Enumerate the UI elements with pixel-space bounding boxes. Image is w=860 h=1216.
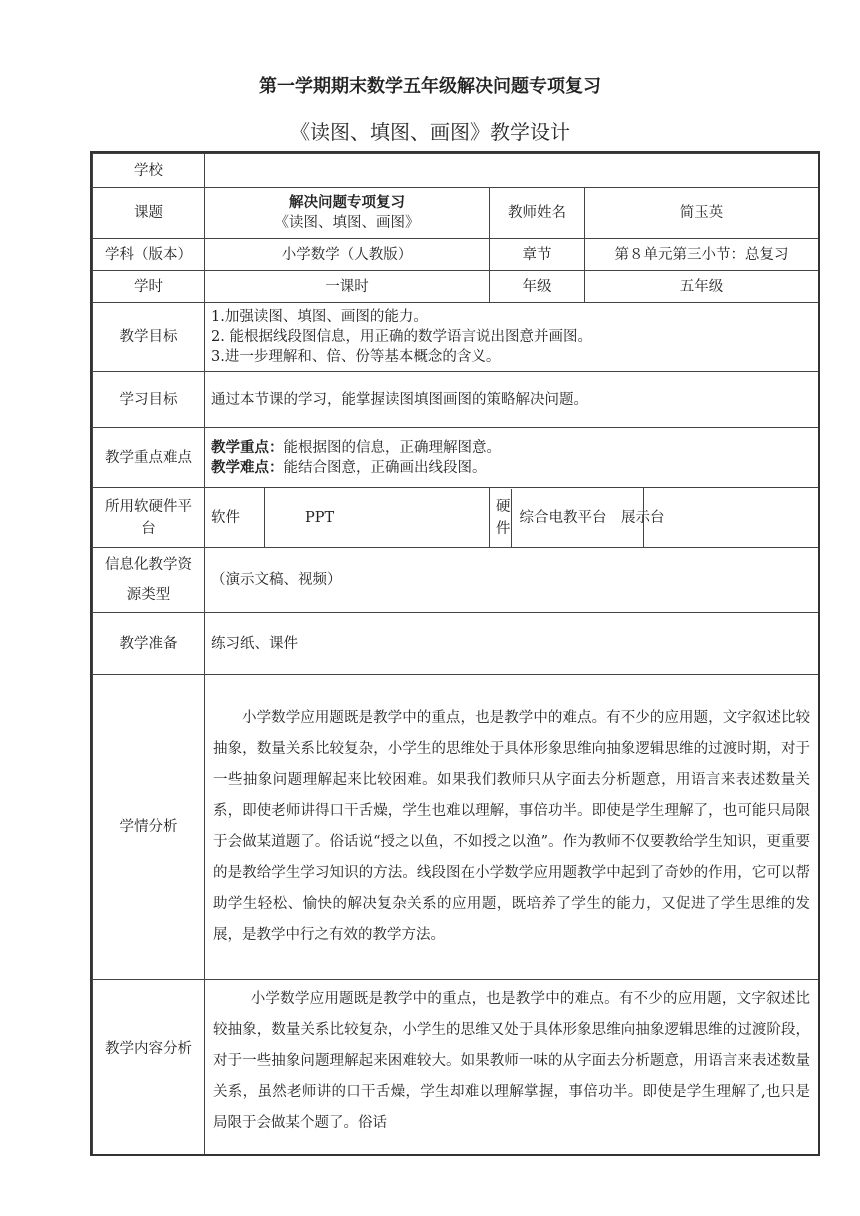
lesson-plan-table-frame bbox=[90, 151, 820, 1156]
teacher-value: 简玉英 bbox=[585, 188, 819, 239]
row-prep bbox=[93, 613, 819, 675]
analysis-text: 小学数学应用题既是教学中的重点，也是教学中的难点。有不少的应用题，文字叙述比较抽象，数量关系比较复杂，小学生的思维处于具体形象思维向抽象逻辑思维的过渡时期，对于一些抽象问题理解起来比较困难。如果我们教师只从字面去分析题意，用语言来表述数量关系，即使老师讲得口干舌燥，学生也难以理解，事倍功半。即使是学生理解了，也可能只局限于会做某道题了。俗话说“授之以鱼，不如授之以渔”。作为教师不仅要教给学生知识，更重要的是教给学生学习知识的方法。线段图在小学数学应用题教学中起到了奇妙的作用，它可以帮助学生轻松、愉快的解决复杂关系的应用题，既培养了学生的能力，又促进了学生思维的发展，是教学中行之有效的教学方法。 bbox=[205, 675, 819, 980]
goals-label: 教学目标 bbox=[93, 303, 205, 372]
teacher-label: 教师姓名 bbox=[490, 188, 585, 239]
row-info bbox=[93, 548, 819, 613]
prep-value: 练习纸、课件 bbox=[205, 613, 819, 675]
software-label: 软件 bbox=[205, 488, 265, 548]
key-text: 能根据图的信息，正确理解图意。 bbox=[283, 439, 501, 456]
topic-line1: 解决问题专项复习 bbox=[289, 195, 405, 211]
chapter-value: 第８单元第三小节：总复习 bbox=[585, 239, 819, 271]
content-text: 小学数学应用题既是教学中的重点，也是教学中的难点。有不少的应用题，文字叙述比较抽象，数量关系比较复杂，小学生的思维又处于具体形象思维向抽象逻辑思维的过渡阶段，对于一些抽象问题理解起来困难较大。如果教师一味的从字面去分析题意，用语言来表述数量关系，虽然老师讲的口干舌燥，学生却难以理解掌握，事倍功半。即使是学生理解了,也只是局限于会做某个题了。俗话 bbox=[205, 980, 819, 1157]
subject-value: 小学数学（人教版） bbox=[205, 239, 490, 271]
row-learn bbox=[93, 372, 819, 428]
row-period bbox=[93, 271, 819, 303]
row-key bbox=[93, 428, 819, 488]
lesson-plan-table bbox=[92, 153, 819, 1156]
key-value bbox=[205, 428, 819, 488]
diff-title: 教学难点： bbox=[211, 459, 284, 476]
row-subject bbox=[93, 239, 819, 271]
school-label: 学校 bbox=[93, 154, 205, 188]
goal-item: 3.进一步理解和、倍、份等基本概念的含义。 bbox=[211, 349, 501, 365]
hardware-value: 综合电教平台 展示台 bbox=[519, 509, 665, 526]
period-value: 一课时 bbox=[205, 271, 490, 303]
key-label: 教学重点难点 bbox=[93, 428, 205, 488]
grade-label: 年级 bbox=[490, 271, 585, 303]
row-goals bbox=[93, 303, 819, 372]
prep-label: 教学准备 bbox=[93, 613, 205, 675]
grade-value: 五年级 bbox=[585, 271, 819, 303]
topic-label: 课题 bbox=[93, 188, 205, 239]
learn-label: 学习目标 bbox=[93, 372, 205, 428]
row-school bbox=[93, 154, 819, 188]
row-topic bbox=[93, 188, 819, 239]
content-label: 教学内容分析 bbox=[93, 980, 205, 1157]
topic-value bbox=[205, 188, 490, 239]
soft-label: 所用软硬件平台 bbox=[93, 488, 205, 548]
document-subtitle: 《读图、填图、画图》教学设计 bbox=[290, 120, 570, 144]
row-software bbox=[93, 488, 819, 548]
topic-line2: 《读图、填图、画图》 bbox=[274, 215, 420, 231]
info-value: （演示文稿、视频） bbox=[205, 548, 819, 613]
chapter-label: 章节 bbox=[490, 239, 585, 271]
row-analysis bbox=[93, 675, 819, 980]
period-label: 学时 bbox=[93, 271, 205, 303]
learn-value: 通过本节课的学习，能掌握读图填图画图的策略解决问题。 bbox=[205, 372, 819, 428]
subject-label: 学科（版本） bbox=[93, 239, 205, 271]
key-title: 教学重点： bbox=[211, 439, 284, 456]
software-value: PPT bbox=[265, 488, 490, 548]
hardware-label: 硬件 bbox=[490, 489, 512, 547]
goal-item: 1.加强读图、填图、画图的能力。 bbox=[211, 309, 428, 325]
school-value bbox=[205, 154, 819, 188]
info-label: 信息化教学资源类型 bbox=[93, 548, 205, 613]
goal-item: 2. 能根据线段图信息，用正确的数学语言说出图意并画图。 bbox=[211, 329, 592, 345]
row-content bbox=[93, 980, 819, 1157]
diff-text: 能结合图意，正确画出线段图。 bbox=[283, 459, 487, 476]
goals-value bbox=[205, 303, 819, 372]
hardware-cell bbox=[490, 488, 665, 548]
document-title: 第一学期期末数学五年级解决问题专项复习 bbox=[259, 76, 601, 97]
analysis-label: 学情分析 bbox=[93, 675, 205, 980]
